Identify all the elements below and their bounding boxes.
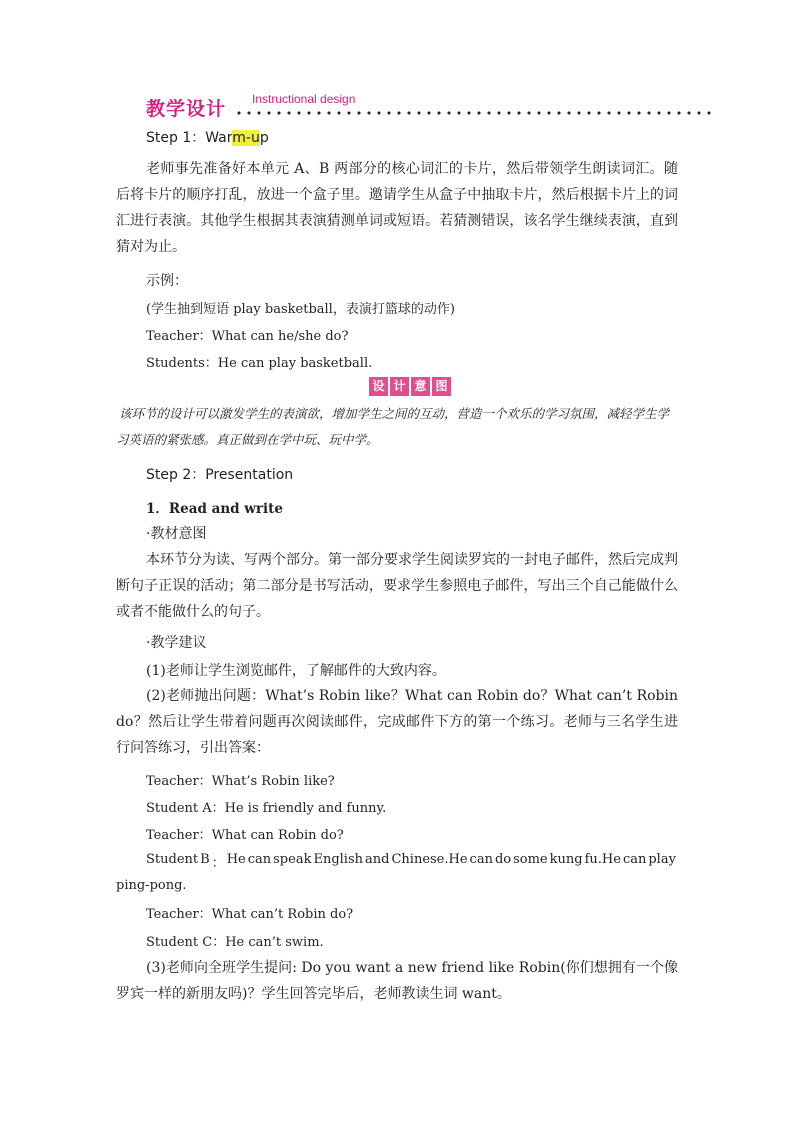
dialogue-student-c: Student C：He can’t swim. — [146, 935, 324, 950]
dotted-rule — [234, 111, 711, 115]
dialogue-teacher-3: Teacher：What can’t Robin do? — [146, 907, 354, 922]
dialogue-word: English — [313, 852, 364, 867]
dialogue-word: He — [226, 852, 246, 867]
stamp-char: 图 — [432, 377, 451, 396]
dialogue-word: and — [365, 852, 390, 867]
section-title: 教学设计 — [146, 98, 227, 120]
section1-title: 1．Read and write — [146, 501, 283, 517]
dialogue-student-a: Student A：He is friendly and funny. — [146, 801, 387, 816]
dialogue-word: ： — [211, 856, 225, 871]
example-note: (学生抽到短语 play basketball，表演打篮球的动作) — [146, 302, 455, 317]
advice-item-3: (3)老师向全班学生提问: Do you want a new friend like Robin(你们想拥有一个像罗宾一样的新朋友吗)？学生回答完毕后，老师教读生词 want。 — [116, 960, 678, 1002]
design-intent-stamp — [369, 377, 451, 396]
example-label: 示例： — [146, 273, 188, 289]
dialogue-word: Chinese.He — [391, 852, 468, 867]
step1-paragraph: 老师事先准备好本单元 A、B 两部分的核心词汇的卡片，然后带领学生朗读词汇。随后将卡片的顺序打乱，放进一个盒子里。邀请学生从盒子中抽取卡片，然后根据卡片上的词汇进行表演。其他学生根据其表演猜测单词或短语。若猜测错误，该名学生继续表演，直到猜对为止。 — [116, 161, 678, 255]
dialogue-word: kung — [549, 852, 583, 867]
dialogue-teacher-1: Teacher：What’s Robin like? — [146, 774, 335, 789]
advice-item-1: (1)老师让学生浏览邮件，了解邮件的大致内容。 — [146, 663, 446, 679]
stamp-char: 设 — [369, 377, 388, 396]
intent-label: ·教材意图 — [146, 526, 207, 542]
section-subtitle: Instructional design — [252, 92, 356, 106]
dialogue-word: can — [622, 852, 647, 867]
dialogue-teacher-2: Teacher：What can Robin do? — [146, 828, 344, 843]
design-intent-text: 该环节的设计可以激发学生的表演欲，增加学生之间的互动，营造一个欢乐的学习氛围，减轻学生学习英语的紧张感。真正做到在学中玩、玩中学。 — [116, 406, 670, 447]
dialogue-word: play — [648, 852, 676, 867]
dialogue-student-b — [146, 852, 676, 871]
dialogue-word: some — [513, 852, 548, 867]
stamp-char: 意 — [411, 377, 430, 396]
dialogue-word: fu.He — [584, 852, 621, 867]
dialogue-word: can — [469, 852, 493, 867]
section-header — [146, 94, 711, 120]
example-students-line: Students：He can play basketball. — [146, 356, 373, 371]
dialogue-word: B — [200, 852, 210, 867]
advice-label: ·教学建议 — [146, 635, 207, 651]
intent-paragraph: 本环节分为读、写两个部分。第一部分要求学生阅读罗宾的一封电子邮件，然后完成判断句子正误的活动；第二部分是书写活动，要求学生参照电子邮件，写出三个自己能做什么或者不能做什么的句子。 — [116, 552, 678, 620]
dialogue-student-b-cont: ping-pong. — [116, 878, 187, 893]
step1-title: Step 1：Warm-up — [146, 130, 269, 146]
step2-title: Step 2：Presentation — [146, 467, 294, 483]
highlight-mark: m-u — [232, 130, 260, 146]
advice-item-2: (2)老师抛出问题：What’s Robin like？What can Robin do？What can’t Robin do？然后让学生带着问题再次阅读邮件，完成邮件下方的第一个练习。老师与三名学生进行问答练习，引出答案： — [116, 688, 678, 756]
dialogue-word: speak — [273, 852, 312, 867]
dialogue-word: do — [494, 852, 512, 867]
example-teacher-line: Teacher：What can he/she do? — [146, 329, 349, 344]
stamp-char: 计 — [390, 377, 409, 396]
dialogue-word: can — [247, 852, 272, 867]
dialogue-word: Student — [146, 852, 199, 867]
